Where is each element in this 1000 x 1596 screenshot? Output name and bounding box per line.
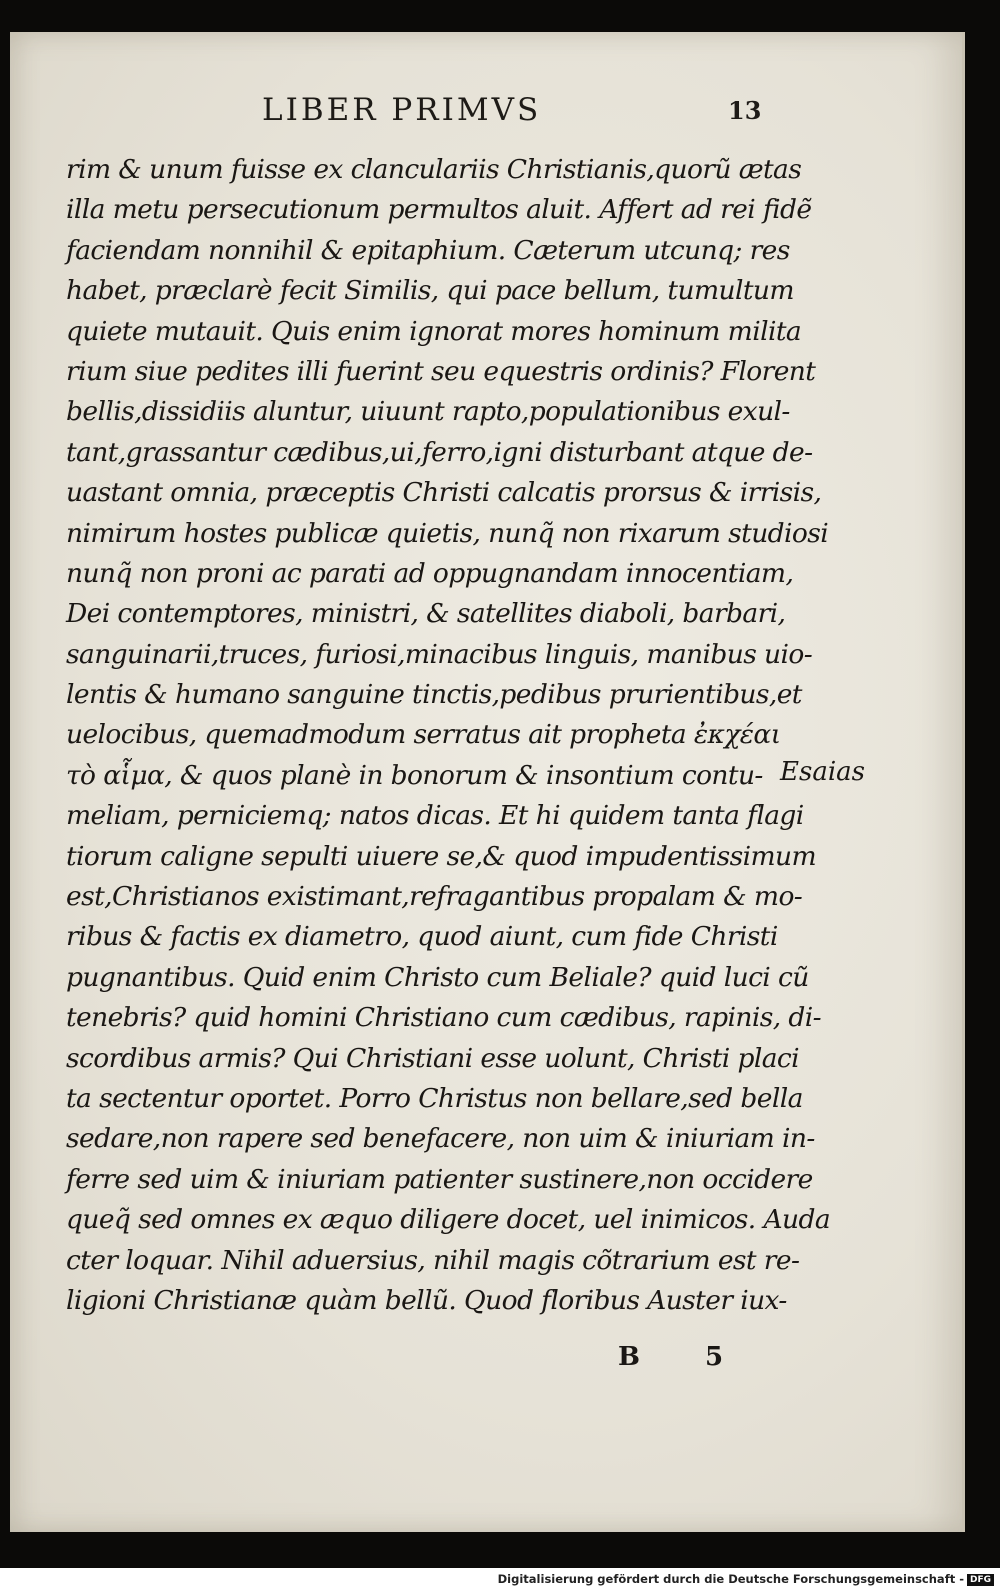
dfg-logo: DFG [967, 1574, 994, 1586]
text-line: ribus & factis ex diametro, quod aiunt, cum fide Christi [66, 921, 778, 953]
text-line: habet, præclarè fecit Similis, qui pace bellum, tumultum [66, 275, 794, 307]
text-line: est,Christianos existimant,refragantibus propalam & mo- [66, 881, 803, 913]
text-line: Dei contemptores, ministri, & satellites diaboli, barbari, [66, 598, 786, 630]
text-line: ligioni Christianæ quàm bellũ. Quod floribus Auster iux- [66, 1284, 787, 1316]
text-line: bellis,dissidiis aluntur, uiuunt rapto,populationibus exul- [66, 396, 790, 428]
text-line: rim & unum fuisse ex clanculariis Christianis,quorũ ætas [66, 154, 802, 185]
text-line: ferre sed uim & iniuriam patienter sustinere,non occidere [66, 1163, 813, 1195]
text-line: rium siue pedites illi fuerint seu equestris ordinis? Florent [66, 355, 816, 387]
text-line: uastant omnia, præceptis Christi calcatis prorsus & irrisis, [66, 477, 822, 509]
text-line: illa metu persecutionum permultos aluit. Affert ad rei fidẽ [66, 194, 812, 226]
digitization-credit [0, 1572, 994, 1592]
page-header [10, 92, 962, 132]
text-line: tiorum caligne sepulti uiuere se,& quod impudentissimum [66, 840, 817, 872]
text-line: quiete mutauit. Quis enim ignorat mores hominum milita [66, 315, 802, 347]
margin-note: Esaias [780, 757, 865, 787]
text-line: pugnantibus. Quid enim Christo cum Beliale? quid luci cũ [66, 961, 809, 993]
text-line: uelocibus, quemadmodum serratus ait propheta ἐκχέαι [66, 719, 781, 751]
text-line: tant,grassantur cædibus,ui,ferro,igni disturbant atque de- [66, 436, 813, 468]
signature-mark: B 5 [618, 1342, 752, 1372]
text-line: lentis & humano sanguine tinctis,pedibus prurientibus,et [66, 679, 802, 711]
text-line: ta sectentur oportet. Porro Christus non bellare,sed bella [66, 1082, 803, 1114]
text-line: sedare,non rapere sed benefacere, non uim & iniuriam in- [66, 1123, 815, 1155]
text-line: tenebris? quid homini Christiano cum cædibus, rapinis, di- [66, 1002, 821, 1034]
text-line: faciendam nonnihil & epitaphium. Cæterum utcunq; res [66, 234, 790, 266]
book-page [10, 32, 965, 1532]
text-line: nimirum hostes publicæ quietis, nunq̃ non rixarum studiosi [66, 517, 829, 549]
credit-text: Digitalisierung gefördert durch die Deutsche Forschungsgemeinschaft - [497, 1572, 964, 1586]
text-line: τὸ αἷμα, & quos planè in bonorum & insontium contu- [66, 759, 763, 791]
text-line: queq̃ sed omnes ex æquo diligere docet, uel inimicos. Auda [66, 1204, 831, 1236]
text-line: cter loquar. Nihil aduersius, nihil magis cõtrarium est re- [66, 1244, 800, 1276]
page-number: 13 [728, 96, 762, 125]
text-line: meliam, perniciemq; natos dicas. Et hi quidem tanta flagi [66, 800, 804, 832]
text-line: sanguinarii,truces, furiosi,minacibus linguis, manibus uio- [66, 638, 813, 670]
text-line: scordibus armis? Qui Christiani esse uolunt, Christi placi [66, 1042, 800, 1074]
text-line: nunq̃ non proni ac parati ad oppugnandam innocentiam, [66, 557, 794, 589]
running-title: LIBER PRIMVS [262, 92, 542, 128]
